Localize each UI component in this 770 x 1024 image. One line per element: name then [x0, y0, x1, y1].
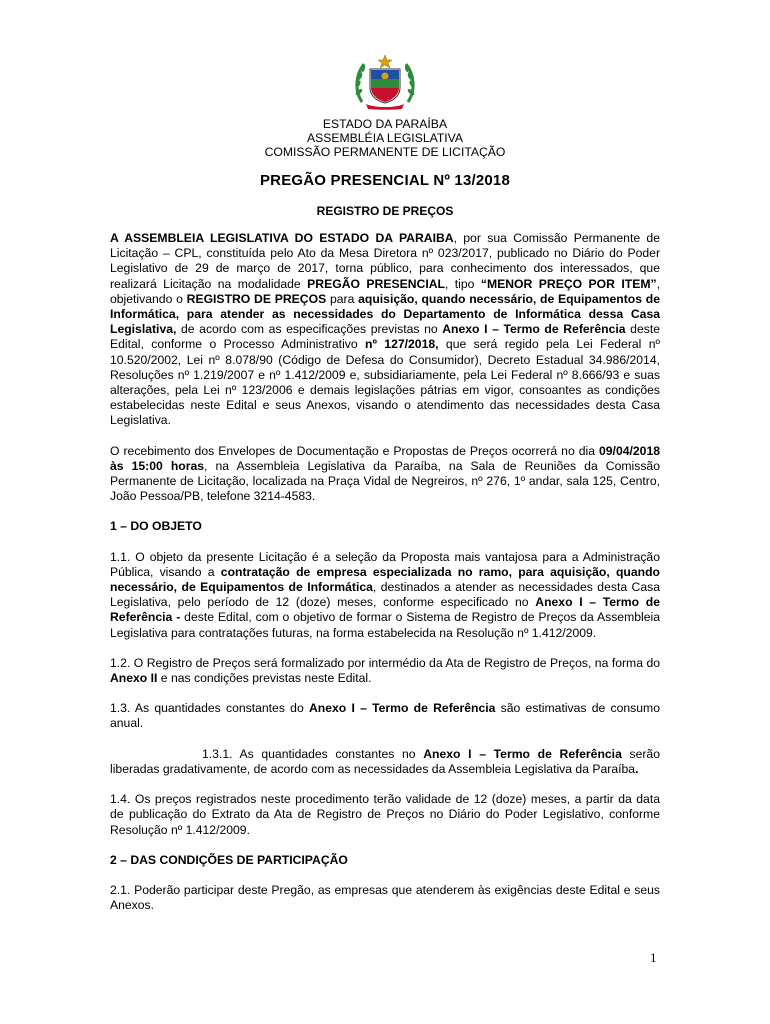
state-name: ESTADO DA PARAÍBA	[322, 117, 448, 131]
section-1-heading: 1 – DO OBJETO	[110, 519, 202, 534]
clause-2-1: 2.1. Poderão participar deste Pregão, as empresas que atenderem às exigências deste Edital e seus Anexos.	[110, 882, 660, 913]
clause-1-4: 1.4. Os preços registrados neste procedimento terão validade de 12 (doze) meses, a partir da data de publicação do Extrato da Ata de Registro de Preços no Diário do Poder Legislativo, conforme Resolução nº 1.412/2009.	[110, 792, 660, 837]
document-subtitle: REGISTRO DE PREÇOS	[316, 204, 454, 218]
clause-1-3-1: 1.3.1. As quantidades constantes no Anexo I – Termo de Referência serão liberadas gradativamente, de acordo com as necessidades da Assembleia Legislativa da Paraíba.	[110, 746, 660, 776]
document-body	[110, 231, 660, 928]
clause-1-2: 1.2. O Registro de Preços será formalizado por intermédio da Ata de Registro de Preços, na forma do Anexo II e nas condições previstas neste Edital.	[110, 655, 660, 686]
assembly-name: ASSEMBLÉIA LEGISLATIVA	[306, 131, 464, 145]
clause-1-1: 1.1. O objeto da presente Licitação é a seleção da Proposta mais vantajosa para a Administração Pública, visando a contratação de empresa especializada no ramo, para aquisição, quando necessário, de Equipamentos de Informática, destinados a atender as necessidades desta Casa Legislativa, pelo período de 12 (doze) meses, conforme especificado no Anexo I – Termo de Referência - deste Edital, com o objetivo de formar o Sistema de Registro de Preços da Assembleia Legislativa para contratações futuras, na forma estabelecida na Resolução nº 1.412/2009.	[110, 549, 660, 640]
page-number: 1	[650, 950, 657, 965]
intro-paragraph: A ASSEMBLEIA LEGISLATIVA DO ESTADO DA PARAIBA, por sua Comissão Permanente de Licitação – CPL, constituída pelo Ato da Mesa Diretora nº 023/2017, publicado no Diário do Poder Legislativo de 29 de março de 2017, torna público, para conhecimento dos interessados, que realizará Licitação na modalidade PREGÃO PRESENCIAL, tipo “MENOR PREÇO POR ITEM”, objetivando o REGISTRO DE PREÇOS para aquisição, quando necessário, de Equipamentos de Informática, para atender as necessidades do Departamento de Informática dessa Casa Legislativa, de acordo com as especificações previstas no Anexo I – Termo de Referência deste Edital, conforme o Processo Administrativo nº 127/2018, que será regido pela Lei Federal nº 10.520/2002, Lei nº 8.078/90 (Código de Defesa do Consumidor), Decreto Estadual 34.986/2014, Resoluções nº 1.219/2007 e nº 1.412/2009 e, subsidiariamente, pela Lei Federal nº 8.666/93 e suas alterações, pela Lei nº 123/2006 e demais legislações pátrias em vigor, consoantes as condições estabelecidas neste Edital e seus Anexos, visando o atendimento das necessidades desta Casa Legislativa.	[110, 231, 660, 428]
receipt-paragraph: O recebimento dos Envelopes de Documentação e Propostas de Preços ocorrerá no dia 09/04/2018 às 15:00 horas, na Assembleia Legislativa da Paraíba, na Sala de Reuniões da Comissão Permanente de Licitação, localizada na Praça Vidal de Negreiros, nº 276, 1º andar, sala 125, Centro, João Pessoa/PB, telefone 3214-4583.	[110, 443, 660, 504]
clause-1-3: 1.3. As quantidades constantes do Anexo I – Termo de Referência são estimativas de consumo anual.	[110, 701, 660, 731]
section-2-heading: 2 – DAS CONDIÇÕES DE PARTICIPAÇÃO	[110, 852, 348, 867]
commission-name: COMISSÃO PERMANENTE DE LICITAÇÃO	[264, 145, 506, 159]
coat-of-arms-icon	[352, 54, 418, 110]
document-title: PREGÃO PRESENCIAL Nº 13/2018	[259, 172, 511, 189]
